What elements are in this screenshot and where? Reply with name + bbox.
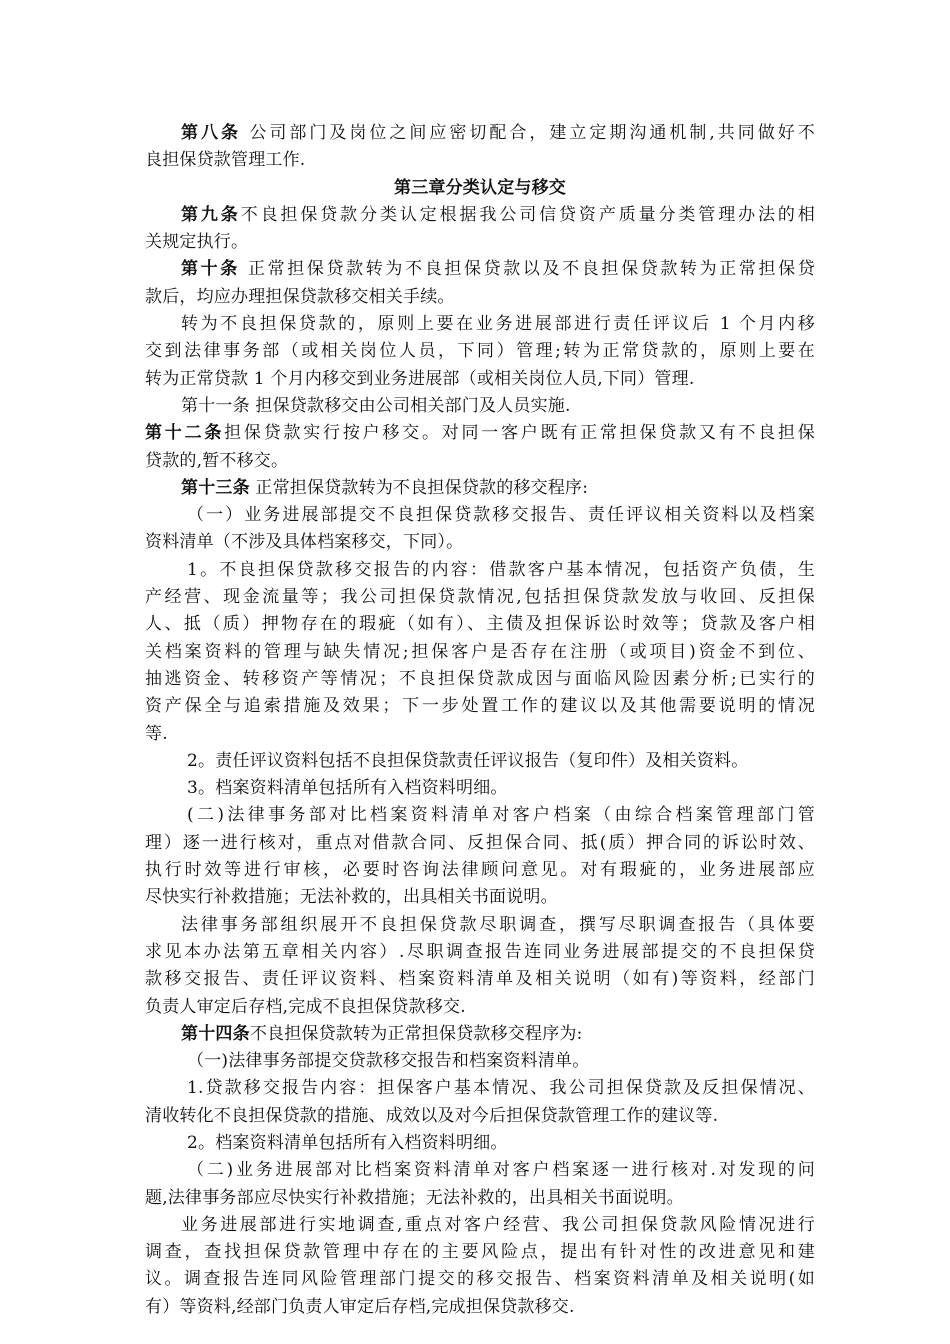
line-text: 抽逃资金、转移资产等情况；不良担保贷款成因与面临风险因素分析;已实行的 <box>145 668 815 689</box>
text-line <box>145 529 815 556</box>
line-text: 款后，均应办理担保贷款移交相关手续。 <box>145 286 455 307</box>
line-text: 转为正常贷款 1 个月内移交到业务进展部（或相关岗位人员,下同）管理. <box>145 368 695 389</box>
line-text: 担保贷款实行按户移交。对同一客户既有正常担保贷款又有不良担保 <box>224 423 815 444</box>
line-text: 议。调查报告连同风险管理部门提交的移交报告、档案资料清单及相关说明(如 <box>145 1269 815 1290</box>
text-line <box>145 557 815 584</box>
text-line <box>145 448 815 475</box>
line-text: 调查，查找担保贷款管理中存在的主要风险点，提出有针对性的改进意见和建 <box>145 1242 815 1263</box>
line-text: 负责人审定后存档,完成不良担保贷款移交. <box>145 996 466 1017</box>
line-text: 1。不良担保贷款移交报告的内容：借款客户基本情况，包括资产负债，生 <box>187 559 815 580</box>
text-line <box>145 830 815 857</box>
line-text: （一)法律事务部提交贷款移交报告和档案资料清单。 <box>187 1051 590 1072</box>
article-label: 第十四条 <box>181 1023 250 1044</box>
text-line <box>145 1185 815 1212</box>
line-text: 第十一条 担保贷款移交由公司相关部门及人员实施. <box>181 395 571 416</box>
line-text: 资料清单（不涉及具体档案移交，下同）。 <box>145 532 464 553</box>
line-text: 转为不良担保贷款的，原则上要在业务进展部进行责任评议后 1 个月内移 <box>181 314 815 335</box>
article-label: 第九条 <box>181 204 241 225</box>
line-text: 贷款的,暂不移交。 <box>145 450 289 471</box>
text-line <box>145 256 815 283</box>
text-line <box>145 584 815 611</box>
text-line <box>145 994 815 1021</box>
line-text: 产经营、现金流量等；我公司担保贷款情况,包括担保贷款发放与收回、反担保 <box>145 587 815 608</box>
text-line <box>145 1021 815 1048</box>
line-text: 题,法律事务部应尽快实行补救措施；无法补救的，出具相关书面说明。 <box>145 1187 684 1208</box>
text-line <box>145 666 815 693</box>
line-text: 2。档案资料清单包括所有入档资料明细。 <box>187 1132 508 1153</box>
text-line <box>145 420 815 447</box>
text-line <box>145 966 815 993</box>
line-text: 尽快实行补救措施；无法补救的，出具相关书面说明。 <box>145 887 558 908</box>
text-line <box>145 120 815 147</box>
text-line <box>145 611 815 638</box>
text-line <box>145 1075 815 1102</box>
line-text: 良担保贷款管理工作. <box>145 150 306 171</box>
line-text: 理）逐一进行核对，重点对借款合同、反担保合同、抵(质）押合同的诉讼时效、 <box>145 832 815 853</box>
text-line <box>145 1130 815 1157</box>
line-text: （一）业务进展部提交不良担保贷款移交报告、责任评议相关资料以及档案 <box>187 505 815 526</box>
line-text: 法律事务部组织展开不良担保贷款尽职调查，撰写尽职调查报告（具体要 <box>181 914 815 935</box>
line-text: 业务进展部进行实地调查,重点对客户经营、我公司担保贷款风险情况进行 <box>181 1214 815 1235</box>
line-text: 正常担保贷款转为不良担保贷款以及不良担保贷款转为正常担保贷 <box>239 259 815 280</box>
line-text: 3。档案资料清单包括所有入档资料明细。 <box>187 778 508 799</box>
line-text: 资产保全与追索措施及效果；下一步处置工作的建议以及其他需要说明的情况 <box>145 696 815 717</box>
text-line <box>145 1212 815 1239</box>
line-text: (二)法律事务部对比档案资料清单对客户档案（由综合档案管理部门管 <box>187 805 815 826</box>
line-text: 执行时效等进行审核，必要时咨询法律顾问意见。对有瑕疵的，业务进展部应 <box>145 860 815 881</box>
text-line <box>145 393 815 420</box>
text-line <box>145 1103 815 1130</box>
line-text: 关规定执行。 <box>145 232 249 253</box>
line-text: 款移交报告、责任评议资料、档案资料清单及相关说明（如有)等资料，经部门 <box>145 969 815 990</box>
document-body <box>145 120 815 1321</box>
article-label: 第十三条 <box>181 477 250 498</box>
text-line <box>145 1048 815 1075</box>
line-text: 关档案资料的管理与缺失情况;担保客户是否存在注册（或项目)资金不到位、 <box>145 641 815 662</box>
text-line <box>145 338 815 365</box>
text-line <box>145 229 815 256</box>
text-line <box>145 147 815 174</box>
text-line <box>145 693 815 720</box>
text-line <box>145 202 815 229</box>
line-text: 有）等资料,经部门负责人审定后存档,完成担保贷款移交. <box>145 1296 575 1317</box>
text-line <box>145 748 815 775</box>
line-text: 清收转化不良担保贷款的措施、成效以及对今后担保贷款管理工作的建议等. <box>145 1105 719 1126</box>
line-text: 人、抵（质）押物存在的瑕疵（如有）、主债及担保诉讼时效等；贷款及客户相 <box>145 614 815 635</box>
text-line <box>145 939 815 966</box>
text-line <box>145 802 815 829</box>
line-text: 求见本办法第五章相关内容）.尽职调查报告连同业务进展部提交的不良担保贷 <box>145 941 815 962</box>
text-line <box>145 502 815 529</box>
line-text: 1.贷款移交报告内容：担保客户基本情况、我公司担保贷款及反担保情况、 <box>187 1078 815 1099</box>
article-label: 第三章分类认定与移交 <box>394 177 566 198</box>
article-label: 第八条 <box>181 123 241 143</box>
line-text: 不良担保贷款转为正常担保贷款移交程序为: <box>249 1023 583 1044</box>
line-text: 交到法律事务部（或相关岗位人员，下同）管理;转为正常贷款的，原则上要在 <box>145 341 815 362</box>
text-line <box>145 857 815 884</box>
line-text: 等. <box>145 723 168 744</box>
line-text: 公司部门及岗位之间应密切配合，建立定期沟通机制,共同做好不 <box>241 123 815 143</box>
line-text: （二)业务进展部对比档案资料清单对客户档案逐一进行核对.对发现的问 <box>187 1160 815 1181</box>
line-text: 正常担保贷款转为不良担保贷款的移交程序: <box>249 477 589 498</box>
text-line <box>145 366 815 393</box>
article-label: 第十二条 <box>145 423 225 444</box>
line-text: 不良担保贷款分类认定根据我公司信贷资产质量分类管理办法的相 <box>240 204 815 225</box>
article-label: 第十条 <box>181 259 240 280</box>
text-line <box>145 284 815 311</box>
text-line <box>145 311 815 338</box>
text-line <box>145 884 815 911</box>
text-line <box>145 1239 815 1266</box>
text-line <box>145 1294 815 1321</box>
text-line <box>145 1266 815 1293</box>
text-line <box>145 475 815 502</box>
text-line <box>145 775 815 802</box>
text-line <box>145 912 815 939</box>
text-line <box>145 1157 815 1184</box>
text-line <box>145 639 815 666</box>
line-text: 2。责任评议资料包括不良担保贷款责任评议报告（复印件）及相关资料。 <box>187 750 749 771</box>
text-line <box>145 721 815 748</box>
chapter-heading <box>145 175 815 202</box>
